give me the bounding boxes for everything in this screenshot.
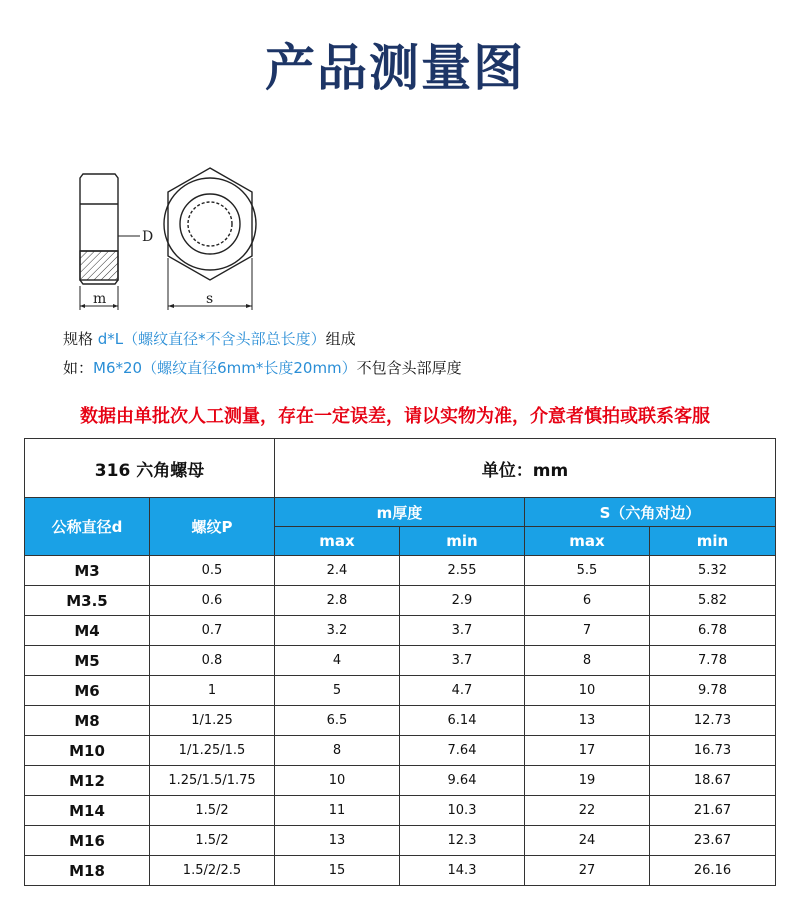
m-min-cell: 9.64 bbox=[400, 766, 525, 796]
m-min-cell: 12.3 bbox=[400, 826, 525, 856]
table-row bbox=[25, 646, 776, 676]
s-min-cell: 18.67 bbox=[650, 766, 776, 796]
label-m: m bbox=[93, 291, 107, 307]
table-row bbox=[25, 676, 776, 706]
table-row bbox=[25, 736, 776, 766]
s-min-cell: 23.67 bbox=[650, 826, 776, 856]
m-max-cell: 3.2 bbox=[275, 616, 400, 646]
m-min-cell: 2.9 bbox=[400, 586, 525, 616]
size-cell: M4 bbox=[25, 616, 150, 646]
s-min-cell: 9.78 bbox=[650, 676, 776, 706]
s-max-cell: 22 bbox=[525, 796, 650, 826]
unit-label: 单位：mm bbox=[275, 439, 776, 498]
header-m-min: min bbox=[400, 527, 525, 556]
table-row bbox=[25, 586, 776, 616]
table-row bbox=[25, 796, 776, 826]
pitch-cell: 1/1.25 bbox=[150, 706, 275, 736]
m-min-cell: 14.3 bbox=[400, 856, 525, 886]
s-max-cell: 8 bbox=[525, 646, 650, 676]
label-d: D bbox=[142, 229, 154, 245]
s-min-cell: 16.73 bbox=[650, 736, 776, 766]
m-min-cell: 3.7 bbox=[400, 616, 525, 646]
size-cell: M18 bbox=[25, 856, 150, 886]
table-row bbox=[25, 766, 776, 796]
m-max-cell: 8 bbox=[275, 736, 400, 766]
size-cell: M10 bbox=[25, 736, 150, 766]
s-min-cell: 7.78 bbox=[650, 646, 776, 676]
pitch-cell: 1.5/2 bbox=[150, 796, 275, 826]
pitch-cell: 1.5/2 bbox=[150, 826, 275, 856]
s-max-cell: 27 bbox=[525, 856, 650, 886]
s-min-cell: 26.16 bbox=[650, 856, 776, 886]
nut-front-view bbox=[164, 168, 256, 310]
pitch-cell: 0.6 bbox=[150, 586, 275, 616]
pitch-cell: 1 bbox=[150, 676, 275, 706]
size-cell: M3 bbox=[25, 556, 150, 586]
m-min-cell: 2.55 bbox=[400, 556, 525, 586]
table-row bbox=[25, 616, 776, 646]
header-s-max: max bbox=[525, 527, 650, 556]
pitch-cell: 1.5/2/2.5 bbox=[150, 856, 275, 886]
header-thread-pitch: 螺纹P bbox=[150, 498, 275, 556]
spec-example-line: 如：M6*20（螺纹直径6mm*长度20mm）不包含头部厚度 bbox=[63, 359, 462, 377]
m-max-cell: 15 bbox=[275, 856, 400, 886]
s-min-cell: 5.32 bbox=[650, 556, 776, 586]
m-min-cell: 3.7 bbox=[400, 646, 525, 676]
m-max-cell: 6.5 bbox=[275, 706, 400, 736]
size-cell: M5 bbox=[25, 646, 150, 676]
s-min-cell: 5.82 bbox=[650, 586, 776, 616]
m-max-cell: 4 bbox=[275, 646, 400, 676]
header-nominal-diameter: 公称直径d bbox=[25, 498, 150, 556]
size-cell: M6 bbox=[25, 676, 150, 706]
spec-format-line: 规格 d*L（螺纹直径*不含头部总长度）组成 bbox=[63, 330, 356, 348]
measurement-warning: 数据由单批次人工测量，存在一定误差，请以实物为准，介意者慎拍或联系客服 bbox=[80, 406, 710, 427]
table-row bbox=[25, 706, 776, 736]
header-m-max: max bbox=[275, 527, 400, 556]
s-max-cell: 7 bbox=[525, 616, 650, 646]
m-max-cell: 2.4 bbox=[275, 556, 400, 586]
page-title: 产品测量图 bbox=[265, 39, 525, 97]
table-row bbox=[25, 826, 776, 856]
m-max-cell: 10 bbox=[275, 766, 400, 796]
s-max-cell: 24 bbox=[525, 826, 650, 856]
s-max-cell: 10 bbox=[525, 676, 650, 706]
hex-nut-diagram bbox=[60, 158, 280, 318]
s-max-cell: 17 bbox=[525, 736, 650, 766]
size-cell: M16 bbox=[25, 826, 150, 856]
s-min-cell: 21.67 bbox=[650, 796, 776, 826]
s-max-cell: 19 bbox=[525, 766, 650, 796]
size-cell: M14 bbox=[25, 796, 150, 826]
s-max-cell: 5.5 bbox=[525, 556, 650, 586]
m-min-cell: 7.64 bbox=[400, 736, 525, 766]
m-min-cell: 10.3 bbox=[400, 796, 525, 826]
size-cell: M8 bbox=[25, 706, 150, 736]
m-max-cell: 13 bbox=[275, 826, 400, 856]
table-row bbox=[25, 856, 776, 886]
s-min-cell: 12.73 bbox=[650, 706, 776, 736]
pitch-cell: 0.7 bbox=[150, 616, 275, 646]
m-min-cell: 4.7 bbox=[400, 676, 525, 706]
pitch-cell: 0.8 bbox=[150, 646, 275, 676]
m-min-cell: 6.14 bbox=[400, 706, 525, 736]
header-across-flats: S（六角对边） bbox=[525, 498, 776, 527]
size-cell: M12 bbox=[25, 766, 150, 796]
s-max-cell: 6 bbox=[525, 586, 650, 616]
table-row bbox=[25, 556, 776, 586]
pitch-cell: 1/1.25/1.5 bbox=[150, 736, 275, 766]
label-s: s bbox=[206, 291, 214, 307]
spec-table bbox=[24, 438, 776, 886]
s-max-cell: 13 bbox=[525, 706, 650, 736]
nut-side-view bbox=[80, 174, 140, 310]
product-name: 316 六角螺母 bbox=[25, 439, 275, 498]
m-max-cell: 11 bbox=[275, 796, 400, 826]
s-min-cell: 6.78 bbox=[650, 616, 776, 646]
m-max-cell: 2.8 bbox=[275, 586, 400, 616]
pitch-cell: 1.25/1.5/1.75 bbox=[150, 766, 275, 796]
m-max-cell: 5 bbox=[275, 676, 400, 706]
size-cell: M3.5 bbox=[25, 586, 150, 616]
header-s-min: min bbox=[650, 527, 776, 556]
pitch-cell: 0.5 bbox=[150, 556, 275, 586]
header-thickness: m厚度 bbox=[275, 498, 525, 527]
